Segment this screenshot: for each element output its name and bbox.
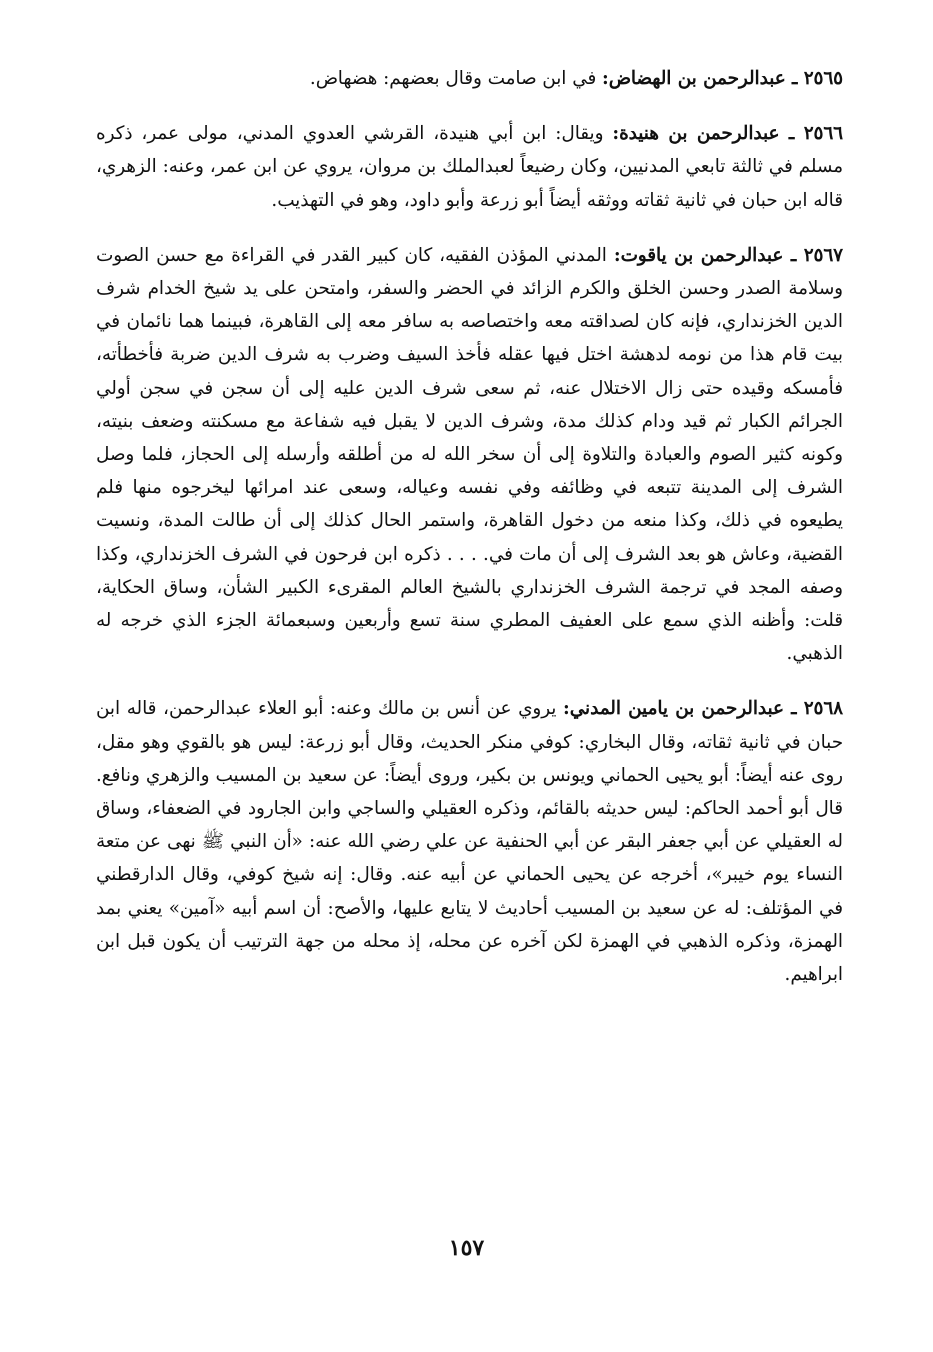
- entry-dash: ـ: [783, 698, 804, 720]
- entry-paragraph: [96, 117, 843, 217]
- entry-name: عبدالرحمن بن ياقوت:: [613, 244, 784, 266]
- entry-2565: [96, 62, 843, 95]
- entry-2567: [96, 239, 843, 671]
- entry-name: عبدالرحمن بن هنيدة:: [612, 123, 780, 145]
- entry-text: يروي عن أنس بن مالك وعنه: أبو العلاء عبدالرحمن، قاله ابن حبان في ثانية ثقاته، وقال البخاري: كوفي منكر الحديث، وقال أبو زرعة: ليس هو بالقوي وهو مقل، روى عنه أيضاً: أبو يحيى الحماني ويونس بن بكير، وروى أيضاً: عن سعيد بن المسيب والزهري ونافع. قال أبو أحمد الحاكم: ليس حديثه بالقائم، وذكره العقيلي والساجي وابن الجارود في الضعفاء، وساق له العقيلي عن أبي جعفر البقر عن أبي الحنفية عن علي رضي الله عنه: «أن النبي ﷺ نهى عن متعة النساء يوم خيبر»، أخرجه عن يحيى الحماني عن أبيه عنه. وقال: إنه شيخ كوفي، وقال الدارقطني في المؤتلف: له عن سعيد بن المسيب أحاديث لا يتابع عليها، والأصح: أن اسم أبيه «آمين» يعني بمد الهمزة، وذكره الذهبي في الهمزة لكن آخره عن محله، إذ محله من جهة الترتيب أن يكون قبل ابن ابراهيم.: [96, 698, 843, 986]
- entry-name: عبدالرحمن بن الهضاض:: [602, 68, 786, 89]
- entry-dash: ـ: [785, 68, 804, 89]
- entry-paragraph: [96, 692, 843, 991]
- entry-text: المدني المؤذن الفقيه، كان كبير القدر في القراءة مع حسن الصوت وسلامة الصدر وحسن الخلق والكرم الزائد في الحضر والسفر، وامتحن على يد شيخ الخدام شرف الدين الخزنداري، فإنه كان لصداقته معه واختصاصه به سافر معه إلى القاهرة، فبينما هما نائمان في بيت قام هذا من نومه لدهشة اختل فيها عقله فأخذ السيف وضرب به شرف الدين ضربة فأخطأته، فأمسكه وقيده حتى زال الاختلال عنه، ثم سعى شرف الدين عليه إلى أن سجن في سجن أولي الجرائم الكبار ثم قيد ودام كذلك مدة، وشرف الدين لا يقبل فيه شفاعة مع مسكنته وضعف بنيته، وكونه كثير الصوم والعبادة والتلاوة إلى أن سخر الله له من أطلقه وأرسله إلى الحجاز، فلما وصل الشرف إلى المدينة تتبعه في وظائفه وفي نفسه وعياله، وسعى عند امرائها ليخرجوه منها فلم يطيعوه في ذلك، وكذا منعه من دخول القاهرة، واستمر الحال كذلك إلى أن طالت المدة، ونسيت القضية، وعاش هو بعد الشرف إلى أن مات في. . . . ذكره ابن فرحون في الشرف الخزنداري، وكذا وصفه المجد في ترجمة الشرف الخزنداري بالشيخ العالم المقرىء الكبير الشأن، وساق الحكاية، قلت: وأظنه الذي سمع على العفيف المطري سنة تسع وأربعين وسبعمائة الجزء الذي خرجه له الذهبي.: [96, 244, 843, 665]
- entry-2566: [96, 117, 843, 217]
- entry-number: ٢٥٦٧: [803, 244, 843, 266]
- entry-2568: [96, 692, 843, 991]
- entry-name: عبدالرحمن بن يامين المدني:: [563, 698, 784, 720]
- entry-dash: ـ: [783, 244, 804, 266]
- entry-number: ٢٥٦٨: [803, 698, 843, 720]
- entry-paragraph: [96, 62, 843, 95]
- entries-list: [96, 62, 843, 1013]
- entry-paragraph: [96, 239, 843, 671]
- entry-text: في ابن صامت وقال بعضهم: هضهاض.: [309, 68, 602, 89]
- entry-number: ٢٥٦٥: [803, 68, 843, 89]
- entry-text: ويقال: ابن أبي هنيدة، القرشي العدوي المدني، مولى عمر، ذكره مسلم في ثالثة تابعي المدنيين، وكان رضيعاً لعبدالملك بن مروان، يروي عن ابن عمر، وعنه: الزهري، قاله ابن حبان في ثانية ثقاته ووثقه أيضاً أبو زرعة وأبو داود، وهو في التهذيب.: [96, 123, 843, 211]
- page-number: ١٥٧: [448, 1235, 485, 1261]
- entry-dash: ـ: [779, 123, 804, 145]
- entry-number: ٢٥٦٦: [803, 123, 843, 145]
